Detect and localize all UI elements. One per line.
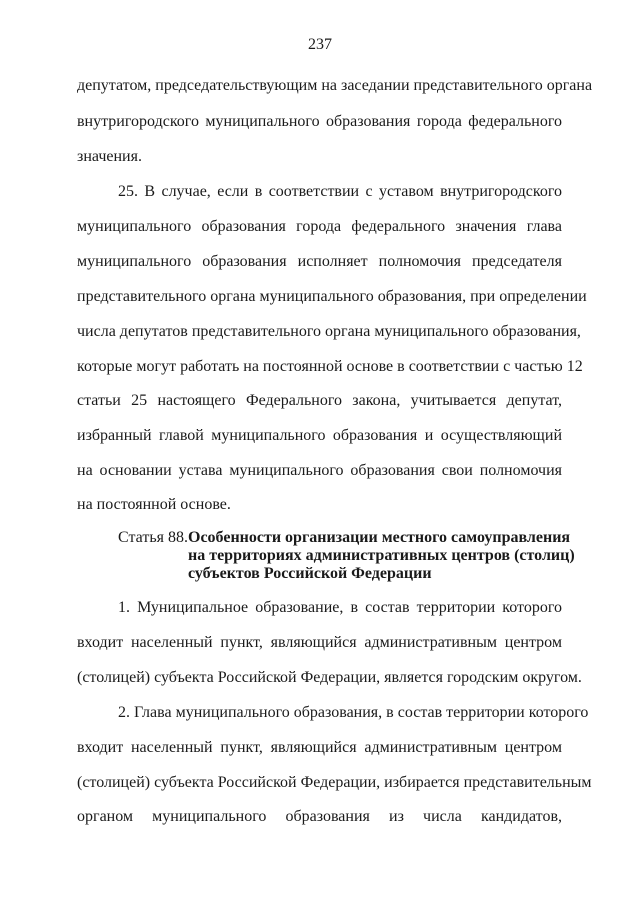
article-label: Статья 88.: [118, 529, 188, 546]
text-line: (столицей) субъекта Российской Федерации, является городским округом.: [77, 669, 582, 686]
text-line: муниципального образования города федерального значения глава: [77, 218, 562, 235]
text-line: числа депутатов представительного органа муниципального образования,: [77, 323, 581, 340]
text-line: внутригородского муниципального образования города федерального: [77, 113, 562, 130]
text-line: входит населенный пункт, являющийся административным центром: [77, 634, 562, 651]
article-title-line: субъектов Российской Федерации: [188, 565, 432, 582]
text-line: входит населенный пункт, являющийся административным центром: [77, 739, 562, 756]
text-line: органом муниципального образования из числа кандидатов,: [77, 808, 562, 825]
text-line: статьи 25 настоящего Федерального закона, учитывается депутат,: [77, 392, 562, 409]
text-line: муниципального образования исполняет полномочия председателя: [77, 253, 562, 270]
text-line: депутатом, председательствующим на заседании представительного органа: [77, 77, 593, 94]
article-title-line: на территориях административных центров (столиц): [188, 547, 575, 564]
text-line: избранный главой муниципального образования и осуществляющий: [77, 427, 562, 444]
text-line: (столицей) субъекта Российской Федерации, избирается представительным: [77, 774, 592, 791]
text-line: 2. Глава муниципального образования, в состав территории которого: [118, 704, 589, 721]
text-line: на постоянной основе.: [77, 496, 231, 513]
text-line: на основании устава муниципального образования свои полномочия: [77, 462, 562, 479]
text-line: которые могут работать на постоянной основе в соответствии с частью 12: [77, 358, 583, 375]
text-line: значения.: [77, 148, 142, 165]
text-line: 25. В случае, если в соответствии с уставом внутригородского: [118, 183, 562, 200]
text-line: 1. Муниципальное образование, в состав территории которого: [118, 599, 562, 616]
article-title-line: Особенности организации местного самоуправления: [188, 529, 571, 546]
page-number: 237: [308, 36, 332, 53]
text-line: представительного органа муниципального образования, при определении: [77, 288, 587, 305]
